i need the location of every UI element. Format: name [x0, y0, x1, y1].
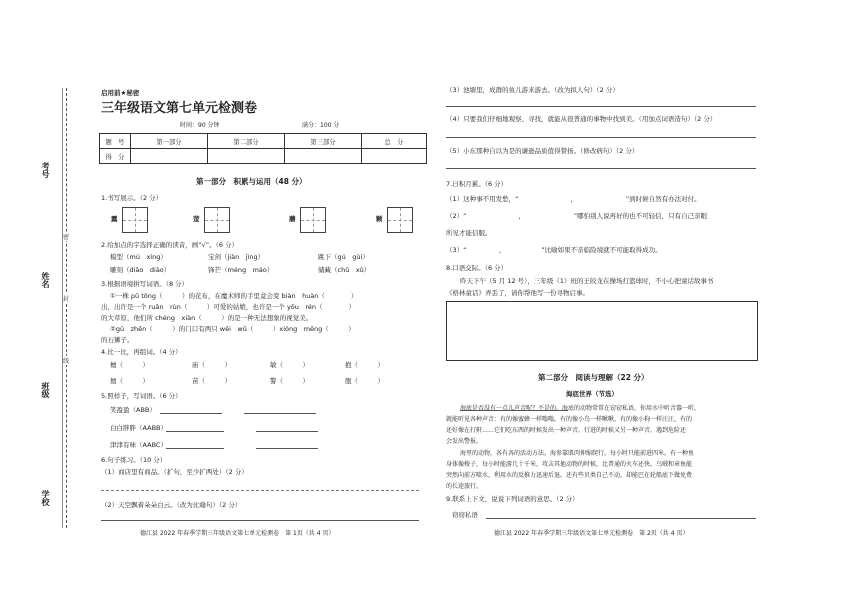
- q7-3-text[interactable]: （3）“ ， ”比喻如果不亲临险境就不可能取得成功。: [446, 246, 662, 254]
- q8-prompt-line2: 《格林童话》弄丢了，请你帮他写一份寻物启事。: [446, 289, 589, 297]
- score-cell[interactable]: [362, 149, 427, 164]
- q1-char: 蘑: [289, 215, 296, 223]
- q2-text: 2.给加点的字选择正确的读音，画“√”。（6 分）: [101, 241, 239, 249]
- q6-text: 6.句子练习。（10 分）: [101, 456, 167, 464]
- seal-char-xian: 线: [63, 358, 70, 365]
- binding-line: [62, 88, 63, 528]
- q1-char: 露: [111, 215, 118, 223]
- q7-2-text-cont: 所见才能信服。: [446, 229, 492, 237]
- exam-time: 时间：90 分钟: [180, 122, 220, 129]
- writing-grid[interactable]: [387, 207, 413, 233]
- q4-item[interactable]: 胞（ ）: [345, 377, 384, 385]
- q3-line: 的大草原，他们所 chéng xiàn（ ）的是一种无法想象的视觉美。: [101, 314, 313, 322]
- passage-p1-line: 还好像在打鼾……它们吃东西的时候发出一种声音，行进的时候又另一种声音，遇到危险还: [446, 427, 687, 434]
- q8-prompt-line1: 昨天下午（5 月 12 号），三年级（1）班的王皎龙在操场打篮球时，不小心把童话故事书: [460, 277, 714, 285]
- school-label: 学校: [41, 490, 50, 506]
- answer-line[interactable]: [256, 448, 318, 449]
- q3-line: ①一株 pǔ tōng（ ）的花布，在魔术师的手里竟会变 biàn huàn（ ）: [110, 292, 358, 300]
- q5-item: 白白胖胖（AABB）: [110, 424, 167, 432]
- q4-item[interactable]: 擅（ ）: [110, 377, 149, 385]
- answer-line[interactable]: [166, 448, 224, 449]
- q9-word: 窃窃私语: [452, 511, 478, 519]
- q7-2-text[interactable]: （2）“ ， ”哪怕别人说再好的也不可轻信，只有自己亲眼: [446, 212, 708, 220]
- answer-line[interactable]: [101, 490, 419, 491]
- passage-p2-line: 突然向前方喷水，利用水的反推力迅速后退。还有些贝类自己不动，却能巴在轮船底下做免费: [446, 472, 693, 479]
- passage-p1-line: 就能听见各种声音：有的像蜜蜂一样嗡嗡，有的像小鸟一样啾啾，有的像小狗一样汪汪，有的: [446, 416, 693, 423]
- score-header-cell: 题 号: [100, 134, 131, 149]
- q6-5-text: （5）小东那种自以为是的谦逊品质值得赞扬。（修改病句）（2 分）: [446, 147, 639, 155]
- q5-item: 笑盈盈（ABB）: [110, 406, 156, 414]
- answer-line[interactable]: [101, 520, 419, 521]
- exam-title: 三年级语文第七单元检测卷: [101, 101, 258, 116]
- confidential-mark: 启用前★秘密: [101, 89, 140, 97]
- q4-item[interactable]: 苗（ ）: [192, 377, 231, 385]
- q1-char: 萤: [193, 215, 200, 223]
- answer-line[interactable]: [244, 413, 316, 414]
- passage-title: 海底世界（节选）: [566, 390, 618, 398]
- q6-2-text: （2）天空飘着朵朵白云。（改为比喻句）（2 分）: [101, 501, 242, 509]
- answer-line[interactable]: [160, 413, 222, 414]
- name-label: 姓名: [41, 272, 50, 288]
- q2-item[interactable]: 雕刻（diāo diào）: [110, 266, 171, 274]
- lost-notice-writing-box[interactable]: [446, 301, 758, 361]
- score-cell[interactable]: [208, 149, 285, 164]
- part2-heading: 第二部分 阅读与理解（22 分）: [538, 373, 649, 382]
- q4-item[interactable]: 庙（ ）: [192, 361, 231, 369]
- writing-grid[interactable]: [300, 207, 326, 233]
- part1-heading: 第一部分 积累与运用（48 分）: [196, 177, 307, 186]
- q2-item[interactable]: 跳下（gú gùi）: [318, 253, 369, 261]
- q3-line: ②gū zhēn（ ）的门口有两只 wēi wǔ（ ）xióng měng（ ）: [110, 325, 355, 333]
- q3-text: 3.根据语境拼写词语。（8 分）: [101, 280, 189, 288]
- score-header-cell: 第二部分: [208, 134, 285, 149]
- q4-item[interactable]: 抱（ ）: [345, 361, 384, 369]
- q7-1-text[interactable]: （1）这种事不用发愁，“ ， ”到时候自然有办法对付。: [446, 195, 701, 203]
- q1-text: 1.书写展示。（2 分）: [101, 194, 163, 202]
- class-label: 班级: [41, 382, 50, 398]
- writing-grid[interactable]: [204, 207, 230, 233]
- passage-p2-line: 海里的动物，各有各的活动方法。海参靠肌肉伸缩爬行，每小时只能前进四米。有一种鱼: [460, 450, 695, 457]
- q4-item[interactable]: 警（ ）: [270, 377, 309, 385]
- q8-text: 8.口语交际。（6 分）: [446, 264, 508, 272]
- q5-text: 5.照样子，写词语。（6 分）: [101, 392, 182, 400]
- passage-p2-line: 的长途旅行。: [446, 483, 483, 490]
- q7-text: 7.日积月累。（6 分）: [446, 180, 508, 188]
- seal-char-feng: 封: [63, 296, 70, 303]
- answer-line[interactable]: [446, 168, 756, 169]
- q4-item[interactable]: 敏（ ）: [270, 361, 309, 369]
- q2-item[interactable]: 储藏（chǔ xǔ）: [318, 266, 371, 274]
- q2-item[interactable]: 锋芒（méng máo）: [208, 266, 274, 274]
- q5-item: 津津有味（AABC）: [110, 441, 167, 449]
- score-table: [99, 133, 427, 164]
- answer-line[interactable]: [446, 137, 756, 138]
- footer-right: 德江县 2022 年春季学期三年级语文第七单元检测卷 第 2页（共 4 页）: [494, 530, 689, 537]
- exam-full-score: 满分：100 分: [302, 122, 340, 129]
- passage-p1-line: 会发出警报。: [446, 438, 483, 445]
- passage-p1-line: 海底是否没有一点儿声音呢？不是的。海底的动物常常在窃窃私语，你用水中听音器一听，: [460, 405, 701, 412]
- q4-item[interactable]: 檀（ ）: [110, 361, 149, 369]
- score-cell[interactable]: [131, 149, 208, 164]
- score-row-label: 得 分: [100, 149, 131, 164]
- answer-line[interactable]: [166, 431, 224, 432]
- q6-4-text: （4）只要我们仔细地观察、寻找，就能从很普通的事物中找到美。（用加点词语造句）（2 分）: [446, 115, 717, 123]
- footer-left: 德江县 2022 年春季学期三年级语文第七单元检测卷 第 1页（共 4 页）: [140, 530, 335, 537]
- underline-mark: [460, 410, 568, 411]
- score-header-cell: 第三部分: [285, 134, 362, 149]
- writing-grid[interactable]: [122, 207, 148, 233]
- answer-line[interactable]: [486, 518, 756, 519]
- exam-number-label: 考号: [41, 162, 50, 178]
- seal-line: [66, 88, 67, 528]
- answer-line[interactable]: [256, 431, 318, 432]
- score-cell[interactable]: [285, 149, 362, 164]
- q2-item[interactable]: 宝剑（jiàn jìng）: [208, 253, 265, 261]
- q3-line: 出，出许是一个 ruǎn rùn（ ）可爱的姑娘，也许是一个 yōu rén（ ）: [101, 303, 356, 311]
- q2-item[interactable]: 模型（mú xíng）: [110, 253, 167, 261]
- answer-line[interactable]: [446, 106, 756, 107]
- q6-3-text: （3）池塘里，成群的鱼儿游来游去。（改为拟人句）（2 分）: [446, 86, 619, 94]
- seal-char-mi: 密: [63, 234, 70, 241]
- passage-p2-line: 身体像梭子，每小时能游几十千米，攻击其他动物的时候，比普通的火车还快。乌贼和章鱼能: [446, 461, 693, 468]
- score-header-cell: 总 分: [362, 134, 427, 149]
- q1-char: 颗: [376, 215, 383, 223]
- q4-text: 4.比一比，再组词。（4 分）: [101, 348, 182, 356]
- q9-text: 9.联系上下文，说说下列词语的意思。（2 分）: [446, 495, 579, 503]
- score-header-cell: 第一部分: [131, 134, 208, 149]
- q6-1-text: （1）商店里有商品。（扩句，至少扩两处）（2 分）: [101, 468, 248, 476]
- q3-line: 的石狮子。: [101, 336, 134, 344]
